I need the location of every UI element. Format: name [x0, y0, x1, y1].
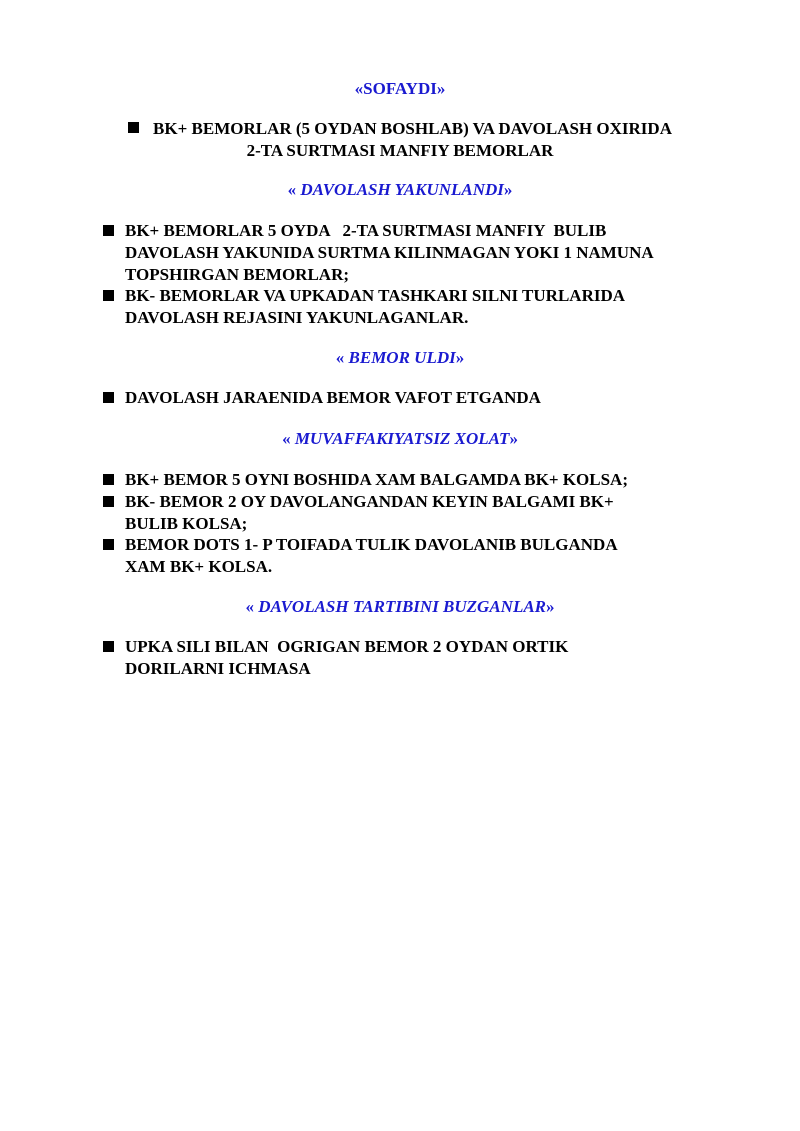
list-item [103, 636, 743, 680]
heading-open-quote: « [287, 180, 301, 199]
item-text-line: BK+ BEMOR 5 OYNI BOSHIDA XAM BALGAMDA BK+ KOLSA; [125, 470, 628, 489]
square-bullet-icon [128, 122, 139, 133]
item-text-line: 2-TA SURTMASI MANFIY BEMORLAR [246, 141, 554, 160]
list-item [103, 220, 743, 286]
heading-title: BEMOR ULDI [348, 348, 456, 367]
item-text-line: DAVOLASH YAKUNIDA SURTMA KILINMAGAN YOKI 1 NAMUNA [125, 243, 654, 262]
heading-davolash-yakunlandi [0, 179, 800, 200]
heading-muvaffakiyatsiz-xolat [0, 428, 800, 449]
item-text-line: BK+ BEMORLAR 5 OYDA 2-TA SURTMASI MANFIY BULIB [125, 221, 607, 240]
heading-sofaydi [0, 78, 800, 99]
item-text-line: TOPSHIRGAN BEMORLAR; [125, 265, 350, 284]
square-bullet-icon [103, 539, 114, 550]
item-text-line: BEMOR DOTS 1- P TOIFADA TULIK DAVOLANIB BULGANDA [125, 535, 618, 554]
item-text-line: BK+ BEMORLAR (5 OYDAN BOSHLAB) VA DAVOLASH OXIRIDA [153, 119, 672, 138]
heading-close-quote: » [509, 429, 518, 448]
heading-open-quote: « [354, 79, 364, 98]
list-item [103, 285, 743, 329]
heading-open-quote: « [335, 348, 349, 367]
heading-davolash-tartibini-buzganlar [0, 596, 800, 617]
item-text-line: DORILARNI ICHMASA [125, 659, 311, 678]
heading-close-quote: » [546, 597, 555, 616]
list-item [103, 491, 743, 535]
heading-title: DAVOLASH TARTIBINI BUZGANLAR [258, 597, 547, 616]
heading-close-quote: » [455, 348, 465, 367]
heading-close-quote: » [436, 79, 446, 98]
item-text-line: BULIB KOLSA; [125, 514, 248, 533]
list-item [103, 534, 743, 578]
heading-title: SOFAYDI [363, 79, 437, 98]
item-text-line: BK- BEMORLAR VA UPKADAN TASHKARI SILNI TURLARIDA [125, 286, 626, 305]
heading-open-quote: « [245, 597, 259, 616]
square-bullet-icon [103, 641, 114, 652]
list-item [103, 469, 743, 491]
item-text-line: BK- BEMOR 2 OY DAVOLANGANDAN KEYIN BALGAMI BK+ [125, 492, 614, 511]
square-bullet-icon [103, 392, 114, 403]
item-text-line: DAVOLASH REJASINI YAKUNLAGANLAR. [125, 308, 469, 327]
item-text-line: UPKA SILI BILAN OGRIGAN BEMOR 2 OYDAN ORTIK [125, 637, 569, 656]
heading-bemor-uldi [0, 347, 800, 368]
heading-open-quote: « [282, 429, 295, 448]
list-item [103, 387, 743, 409]
list-item [0, 118, 800, 162]
item-text-line: XAM BK+ KOLSA. [125, 557, 273, 576]
item-text-line: DAVOLASH JARAENIDA BEMOR VAFOT ETGANDA [125, 388, 541, 407]
square-bullet-icon [103, 290, 114, 301]
square-bullet-icon [103, 474, 114, 485]
heading-close-quote: » [503, 180, 513, 199]
square-bullet-icon [103, 225, 114, 236]
heading-title: DAVOLASH YAKUNLANDI [300, 180, 504, 199]
square-bullet-icon [103, 496, 114, 507]
heading-title: MUVAFFAKIYATSIZ XOLAT [294, 429, 510, 448]
